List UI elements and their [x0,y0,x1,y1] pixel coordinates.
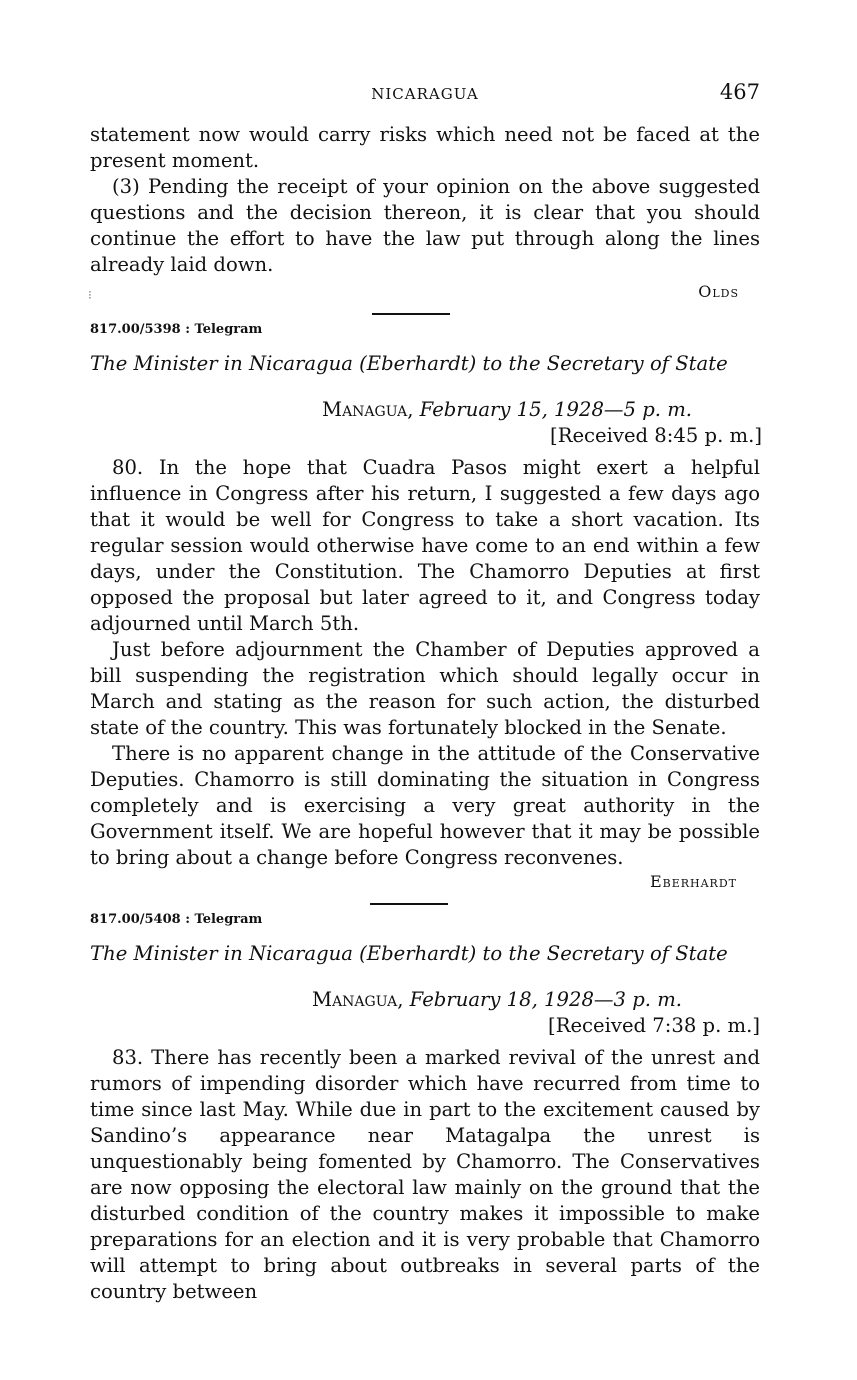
separator-rule [372,313,450,315]
file-number: 817.00/5398 : Telegram [90,322,263,337]
running-title: NICARAGUA [371,85,479,103]
paragraph: (3) Pending the receipt of your opinion on the above suggested questions and the decision thereon, it is clear that you should continue the effort to have the law put through along the lines already laid down. [90,175,760,276]
document-heading: The Minister in Nicaragua (Eberhardt) to the Secretary of State [90,942,728,965]
received-note: [Received 7:38 p. m.] [548,1014,760,1037]
document-body [90,1045,760,1305]
signature-olds: Olds [698,282,739,301]
document-body [90,455,760,871]
margin-mark: ⁝ [88,288,92,302]
dateline-place: Managua, [322,398,414,421]
file-number: 817.00/5408 : Telegram [90,912,263,927]
signature-eberhardt: Eberhardt [649,872,737,891]
dateline-date: February 18, 1928—3 p. m. [409,988,683,1011]
continued-text [90,122,760,278]
dateline-place: Managua, [312,988,404,1011]
paragraph: 80. In the hope that Cuadra Pasos might exert a helpful influence in Congress after his return, I suggested a few days ago that it would be well for Congress to take a short vacation. Its regular session would otherwise have come to an end within a few days, under the Constitution. The Chamorro Deputies at first opposed the proposal but later agreed to it, and Congress today adjourned until March 5th. [90,456,760,635]
paragraph: 83. There has recently been a marked revival of the unrest and rumors of impending disorder which have recurred from time to time since last May. While due in part to the excitement caused by Sandino’s appearance near Matagalpa the unrest is unquestionably being fomented by Chamorro. The Conservatives are now opposing the electoral law mainly on the ground that the disturbed condition of the country makes it impossible to make preparations for an election and it is very probable that Chamorro will attempt to bring about outbreaks in several parts of the country between [90,1046,760,1303]
received-note: [Received 8:45 p. m.] [550,424,762,447]
paragraph: Just before adjournment the Chamber of Deputies approved a bill suspending the registration which should legally occur in March and stating as the reason for such action, the disturbed state of the country. This was fortunately blocked in the Senate. [90,638,760,739]
dateline [312,988,682,1011]
page-number: 467 [719,80,760,104]
paragraph: There is no apparent change in the attitude of the Conservative Deputies. Chamorro is still dominating the situation in Congress completely and is exercising a very great authority in the Government itself. We are hopeful however that it may be possible to bring about a change before Congress reconvenes. [90,742,760,869]
separator-rule [370,903,448,905]
paragraph: statement now would carry risks which need not be faced at the present moment. [90,123,760,172]
document-heading: The Minister in Nicaragua (Eberhardt) to the Secretary of State [90,352,728,375]
running-head [90,80,760,106]
dateline [322,398,692,421]
dateline-date: February 15, 1928—5 p. m. [419,398,693,421]
